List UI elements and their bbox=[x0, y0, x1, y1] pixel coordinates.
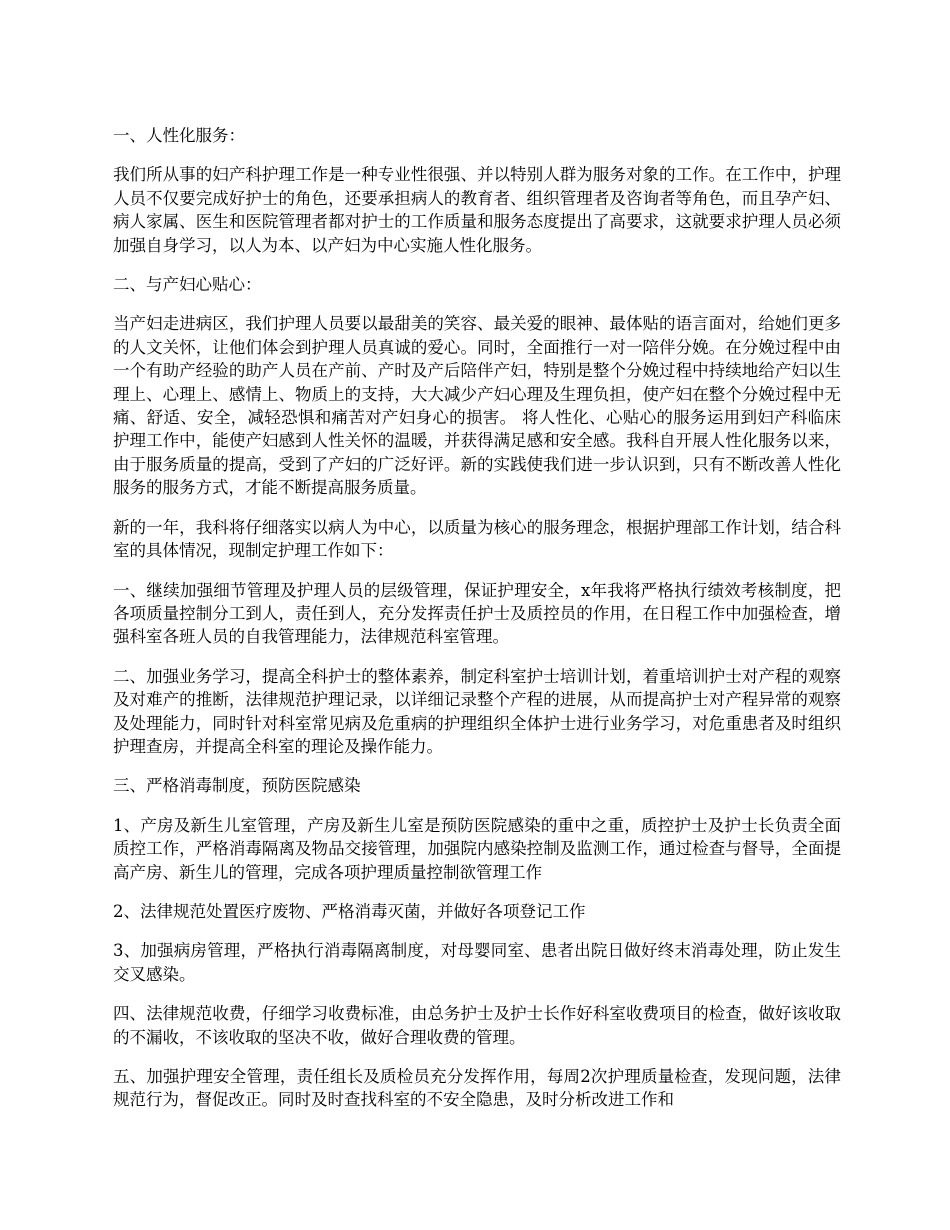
paragraph-new-year-plan: 新的一年，我科将仔细落实以病人为中心，以质量为核心的服务理念，根据护理部工作计划，结合科室的具体情况，现制定护理工作如下： bbox=[113, 517, 841, 561]
document-body bbox=[113, 124, 841, 1128]
paragraph-disinfection-3: 3、加强病房管理，严格执行消毒隔离制度，对母婴同室、患者出院日做好终末消毒处理，防止发生交叉感染。 bbox=[113, 941, 841, 984]
paragraph-heart-to-heart: 当产妇走进病区，我们护理人员要以最甜美的笑容、最关爱的眼神、最体贴的语言面对，给她们更多的人文关怀，让他们体会到护理人员真诚的爱心。同时，全面推行一对一陪伴分娩。在分娩过程中由一个有助产经验的助产人员在产前、产时及产后陪伴产妇，特别是整个分娩过程中持续地给产妇以生理上、心理上、感情上、物质上的支持，大大减少产妇心理及生理负担，使产妇在整个分娩过程中无痛、舒适、安全，减轻恐惧和痛苦对产妇身心的损害。 将人性化、心贴心的服务运用到妇产科临床护理工作中，能使产妇感到人性关怀的温暖，并获得满足感和安全感。我科自开展人性化服务以来，由于服务质量的提高，受到了产妇的广泛好评。新的实践使我们进一步认识到，只有不断改善人性化服务的服务方式，才能不断提高服务质量。 bbox=[113, 314, 841, 498]
paragraph-disinfection-1: 1、产房及新生儿室管理，产房及新生儿室是预防医院感染的重中之重，质控护士及护士长负责全面质控工作，严格消毒隔离及物品交接管理，加强院内感染控制及监测工作，通过检查与督导，全面提高产房、新生儿的管理，完成各项护理质量控制欲管理工作 bbox=[113, 815, 841, 882]
paragraph-humanized-service: 我们所从事的妇产科护理工作是一种专业性很强、并以特别人群为服务对象的工作。在工作中，护理人员不仅要完成好护士的角色，还要承担病人的教育者、组织管理者及咨询者等角色，而且孕产妇、病人家属、医生和医院管理者都对护士的工作质量和服务态度提出了高要求，这就要求护理人员必须加强自身学习，以人为本、以产妇为中心实施人性化服务。 bbox=[113, 165, 841, 255]
paragraph-plan-item-1: 一、继续加强细节管理及护理人员的层级管理，保证护理安全，x年我将严格执行绩效考核制度，把各项质量控制分工到人，责任到人，充分发挥责任护士及质控员的作用，在日程工作中加强检查，增强科室各班人员的自我管理能力，法律规范科室管理。 bbox=[113, 580, 841, 647]
section-heading-disinfection: 三、严格消毒制度，预防医院感染 bbox=[113, 776, 361, 796]
paragraph-disinfection-2: 2、法律规范处置医疗废物、严格消毒灭菌，并做好各项登记工作 bbox=[113, 901, 586, 921]
paragraph-plan-item-4: 四、法律规范收费，仔细学习收费标准，由总务护士及护士长作好科室收费项目的检查，做好该收取的不漏收，不该收取的坚决不收，做好合理收费的管理。 bbox=[113, 1004, 841, 1047]
section-heading-humanized-service: 一、人性化服务： bbox=[113, 126, 245, 145]
section-heading-heart-to-heart: 二、与产妇心贴心： bbox=[113, 275, 262, 295]
paragraph-plan-item-5: 五、加强护理安全管理，责任组长及质检员充分发挥作用，每周2次护理质量检查，发现问题，法律规范行为，督促改正。同时及时查找科室的不安全隐患，及时分析改进工作和 bbox=[113, 1067, 841, 1110]
paragraph-plan-item-2: 二、加强业务学习，提高全科护士的整体素养，制定科室护士培训计划，着重培训护士对产程的观察及对难产的推断，法律规范护理记录，以详细记录整个产程的进展，从而提高护士对产程异常的观察及处理能力，同时针对科室常见病及危重病的护理组织全体护士进行业务学习，对危重患者及时组织护理查房，并提高全科室的理论及操作能力。 bbox=[113, 666, 841, 756]
